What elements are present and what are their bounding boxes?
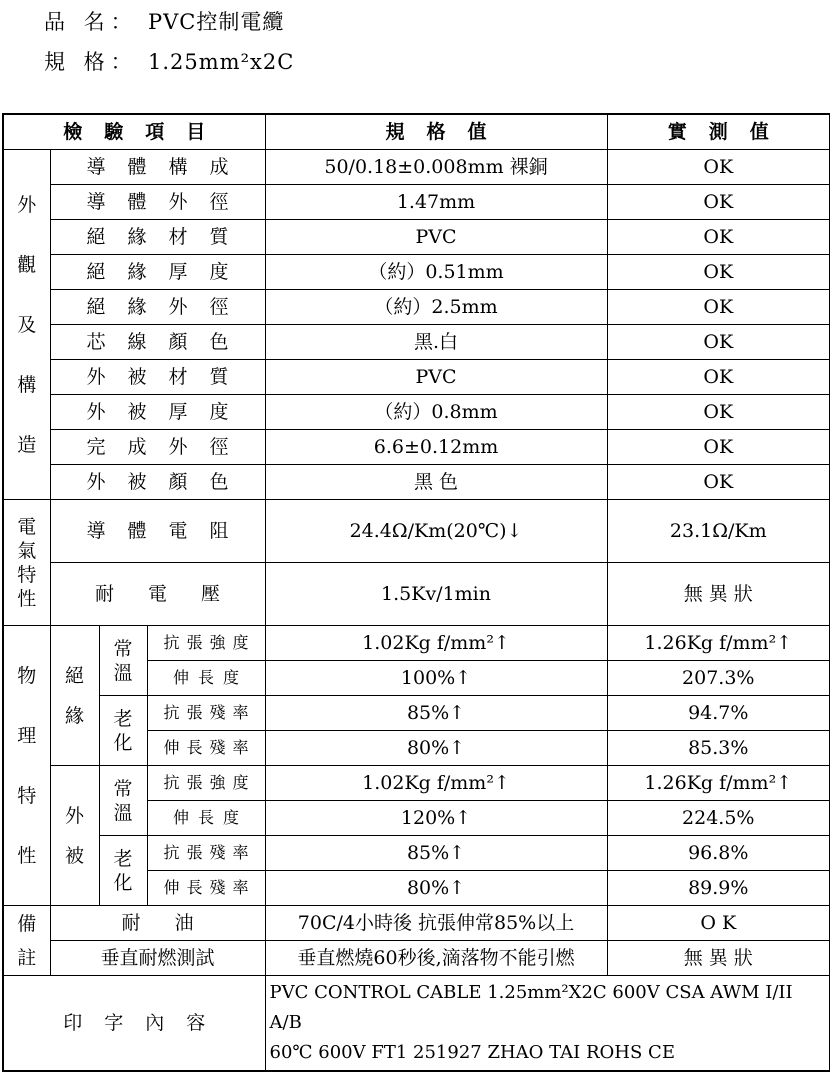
row-result: 無 異 狀 <box>607 941 830 976</box>
table-row <box>3 563 830 626</box>
table-row <box>3 395 830 430</box>
row-result: OK <box>607 255 830 290</box>
row-item: 外被顏色 <box>50 465 265 500</box>
row-result: 1.26Kg f/mm²↑ <box>607 766 830 801</box>
cond-aged-label: 老化 <box>113 847 133 894</box>
product-spec-value: 1.25mm²x2C <box>148 50 295 74</box>
row-result: 207.3% <box>607 661 830 696</box>
row-spec: 100%↑ <box>265 661 607 696</box>
row-spec: 85%↑ <box>265 836 607 871</box>
row-item: 絕緣材質 <box>50 220 265 255</box>
row-result: 96.8% <box>607 836 830 871</box>
cond-normal-temp-label: 常溫 <box>113 637 133 684</box>
table-row <box>3 150 830 185</box>
row-item: 抗張殘率 <box>147 836 265 871</box>
cond-aged-label: 老化 <box>113 707 133 754</box>
row-item: 耐油 <box>50 906 265 941</box>
row-result: OK <box>607 465 830 500</box>
row-item: 絕緣厚度 <box>50 255 265 290</box>
row-item: 耐電壓 <box>50 563 265 626</box>
row-spec: 黑.白 <box>265 325 607 360</box>
product-spec-label: 規 格： <box>44 50 138 74</box>
product-name-line <box>44 6 284 36</box>
row-spec: （約）0.51mm <box>265 255 607 290</box>
product-name-value: PVC控制電纜 <box>148 10 285 34</box>
row-result: 224.5% <box>607 801 830 836</box>
subgroup-insulation-label: 絕緣 <box>64 664 84 727</box>
table-row <box>3 360 830 395</box>
table-row <box>3 836 830 871</box>
row-spec: PVC <box>265 360 607 395</box>
row-spec: （約）0.8mm <box>265 395 607 430</box>
row-spec: 1.5Kv/1min <box>265 563 607 626</box>
group-remarks <box>3 906 50 976</box>
cond-aged <box>99 696 147 766</box>
group-electrical-label: 電氣特性 <box>17 515 37 610</box>
row-result: 無 異 狀 <box>607 563 830 626</box>
row-spec: 50/0.18±0.008mm 裸銅 <box>265 150 607 185</box>
row-item: 外被厚度 <box>50 395 265 430</box>
marking-content <box>265 976 830 1072</box>
row-item: 導體電阻 <box>50 500 265 563</box>
row-result: OK <box>607 185 830 220</box>
row-result: 1.26Kg f/mm²↑ <box>607 626 830 661</box>
table-row <box>3 290 830 325</box>
subgroup-sheath-label: 外被 <box>64 804 84 867</box>
row-item: 絕緣外徑 <box>50 290 265 325</box>
row-result: 85.3% <box>607 731 830 766</box>
row-item: 伸長殘率 <box>147 871 265 906</box>
table-header-row <box>3 114 830 150</box>
row-result: O K <box>607 906 830 941</box>
group-physical <box>3 626 50 906</box>
marking-line-1: PVC CONTROL CABLE 1.25mm²X2C 600V CSA AWM I/II A/B <box>269 982 793 1033</box>
row-result: OK <box>607 325 830 360</box>
row-spec: （約）2.5mm <box>265 290 607 325</box>
row-spec: 24.4Ω/Km(20℃)↓ <box>265 500 607 563</box>
row-spec: 6.6±0.12mm <box>265 430 607 465</box>
row-spec: 1.02Kg f/mm²↑ <box>265 626 607 661</box>
row-spec: 85%↑ <box>265 696 607 731</box>
row-item: 導體外徑 <box>50 185 265 220</box>
row-item: 伸長度 <box>147 801 265 836</box>
group-remarks-label: 備註 <box>17 912 37 969</box>
table-row <box>3 696 830 731</box>
header-measured: 實測值 <box>607 114 830 150</box>
product-name-label: 品 名： <box>44 10 138 34</box>
row-spec: 80%↑ <box>265 731 607 766</box>
row-spec: 120%↑ <box>265 801 607 836</box>
row-spec: PVC <box>265 220 607 255</box>
table-row <box>3 766 830 801</box>
inspection-table <box>2 113 830 1072</box>
row-result: OK <box>607 360 830 395</box>
table-row <box>3 626 830 661</box>
table-row <box>3 941 830 976</box>
table-row <box>3 220 830 255</box>
marking-line-2: 60℃ 600V FT1 251927 ZHAO TAI ROHS CE <box>269 1042 675 1063</box>
product-spec-line <box>44 46 294 76</box>
row-item: 垂直耐燃測試 <box>50 941 265 976</box>
marking-label: 印字內容 <box>3 976 265 1072</box>
row-item: 抗張強度 <box>147 626 265 661</box>
row-spec: 1.02Kg f/mm²↑ <box>265 766 607 801</box>
row-item: 導體構成 <box>50 150 265 185</box>
row-spec: 黑 色 <box>265 465 607 500</box>
row-spec: 垂直燃燒60秒後,滴落物不能引燃 <box>265 941 607 976</box>
row-result: OK <box>607 395 830 430</box>
row-result: 23.1Ω/Km <box>607 500 830 563</box>
row-item: 伸長殘率 <box>147 731 265 766</box>
group-electrical <box>3 500 50 626</box>
table-row <box>3 465 830 500</box>
row-result: OK <box>607 220 830 255</box>
row-item: 抗張強度 <box>147 766 265 801</box>
row-item: 外被材質 <box>50 360 265 395</box>
cond-aged <box>99 836 147 906</box>
header-spec: 規格值 <box>265 114 607 150</box>
row-result: 94.7% <box>607 696 830 731</box>
row-result: OK <box>607 290 830 325</box>
row-spec: 70C/4小時後 抗張伸常85%以上 <box>265 906 607 941</box>
group-physical-label: 物理特性 <box>17 664 37 867</box>
row-result: OK <box>607 430 830 465</box>
header-item: 檢驗項目 <box>3 114 265 150</box>
subgroup-insulation <box>50 626 99 766</box>
table-row <box>3 255 830 290</box>
row-result: OK <box>607 150 830 185</box>
row-item: 芯線顏色 <box>50 325 265 360</box>
row-item: 完成外徑 <box>50 430 265 465</box>
row-result: 89.9% <box>607 871 830 906</box>
subgroup-sheath <box>50 766 99 906</box>
cond-normal-temp <box>99 626 147 696</box>
row-item: 伸長度 <box>147 661 265 696</box>
cond-normal-temp-label: 常溫 <box>113 777 133 824</box>
table-row <box>3 500 830 563</box>
group-appearance-label: 外觀及構造 <box>17 193 37 456</box>
cond-normal-temp <box>99 766 147 836</box>
row-spec: 80%↑ <box>265 871 607 906</box>
table-row <box>3 325 830 360</box>
table-row <box>3 906 830 941</box>
table-row <box>3 430 830 465</box>
table-row <box>3 976 830 1072</box>
table-row <box>3 185 830 220</box>
row-spec: 1.47mm <box>265 185 607 220</box>
row-item: 抗張殘率 <box>147 696 265 731</box>
group-appearance <box>3 150 50 500</box>
